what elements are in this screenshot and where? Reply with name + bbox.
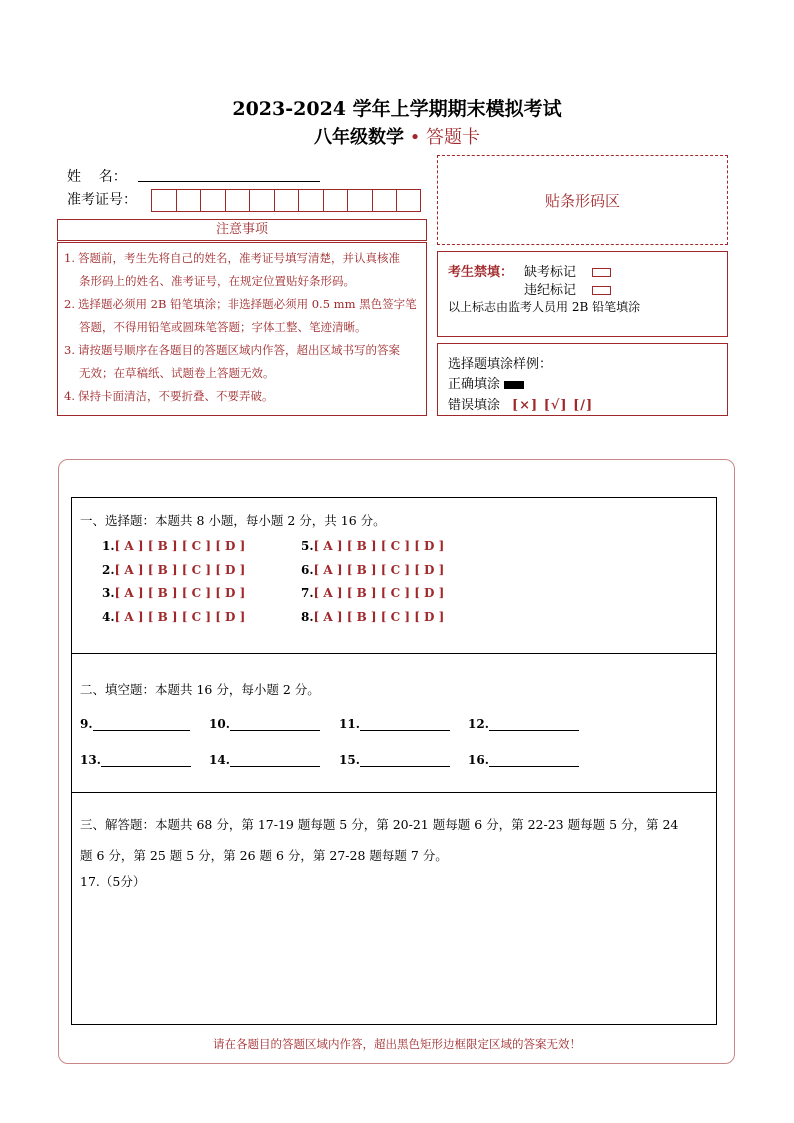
- id-digit-box[interactable]: [176, 189, 201, 212]
- correct-fill-row: [448, 373, 524, 392]
- section-divider: [71, 792, 717, 793]
- wrong-fill-marks: [×] [√] [/]: [512, 398, 594, 413]
- choice-question[interactable]: [102, 539, 245, 553]
- notice-item-text: 请按题号顺序在各题目的答题区域内作答，超出区域书写的答案: [78, 343, 400, 357]
- blank-question[interactable]: [339, 752, 450, 767]
- blank-question[interactable]: [468, 716, 579, 731]
- choice-question[interactable]: [301, 610, 444, 624]
- page-title: 2023-2024 学年上学期期末模拟考试: [232, 98, 562, 120]
- examiner-note: 以上标志由监考人员用 2B 铅笔填涂: [448, 300, 641, 314]
- blank-question[interactable]: [80, 716, 190, 731]
- choice-question-number: 4.: [102, 610, 115, 624]
- wrong-fill-label: 错误填涂: [448, 398, 501, 413]
- notice-item: [64, 247, 420, 270]
- blank-question-number: 14.: [209, 753, 230, 767]
- choice-options[interactable]: [ A ] [ B ] [ C ] [ D ]: [114, 610, 246, 624]
- notice-item-text: 答题前，考生先将自己的姓名，准考证号填写清楚，并认真核准: [78, 251, 400, 265]
- choice-question[interactable]: [301, 539, 444, 553]
- blank-answer-line[interactable]: [230, 752, 320, 767]
- id-digit-box[interactable]: [249, 189, 274, 212]
- violation-mark-box: [592, 286, 611, 295]
- notice-item-continuation: 无效；在草稿纸、试题卷上答题无效。: [79, 366, 275, 380]
- choice-question-number: 5.: [301, 539, 314, 553]
- notice-item-text: 选择题必须用 2B 铅笔填涂；非选择题必须用 0.5 mm 黑色签字笔: [78, 297, 417, 311]
- id-digit-box[interactable]: [323, 189, 348, 212]
- choice-question-number: 6.: [301, 563, 314, 577]
- exam-id-boxes[interactable]: [151, 189, 421, 212]
- blank-question[interactable]: [80, 752, 191, 767]
- id-digit-box[interactable]: [200, 189, 225, 212]
- notice-item-number: 1.: [64, 251, 75, 265]
- choice-question[interactable]: [102, 563, 245, 577]
- id-digit-box[interactable]: [347, 189, 372, 212]
- blank-question-number: 12.: [468, 717, 489, 731]
- blank-answer-line[interactable]: [101, 752, 191, 767]
- subtitle-separator: •: [403, 127, 427, 148]
- correct-fill-label: 正确填涂: [448, 377, 501, 392]
- subject-label: 八年级数学: [313, 127, 404, 148]
- correct-fill-mark: [504, 381, 524, 389]
- name-field[interactable]: [138, 181, 320, 182]
- blank-question[interactable]: [209, 752, 320, 767]
- blank-question[interactable]: [468, 752, 579, 767]
- notice-heading: 注意事项: [57, 219, 427, 241]
- notice-item: [64, 385, 420, 408]
- name-label: 姓 名：: [67, 169, 127, 185]
- notice-item-continuation: 答题，不得用铅笔或圆珠笔答题；字体工整、笔迹清晰。: [79, 320, 367, 334]
- barcode-label: 贴条形码区: [544, 191, 620, 210]
- section3-title-line2: 题 6 分，第 25 题 5 分，第 26 题 6 分，第 27-28 题每题 7 分。: [80, 848, 448, 863]
- section1-title: 一、选择题：本题共 8 小题，每小题 2 分，共 16 分。: [80, 513, 386, 528]
- barcode-area: [437, 155, 728, 245]
- blank-question[interactable]: [209, 716, 320, 731]
- absent-mark-box: [592, 268, 611, 277]
- fill-sample-heading: 选择题填涂样例：: [448, 357, 553, 372]
- choice-question[interactable]: [102, 586, 245, 600]
- choice-question-number: 3.: [102, 586, 115, 600]
- choice-question[interactable]: [301, 586, 444, 600]
- choice-question[interactable]: [102, 610, 245, 624]
- choice-question-number: 7.: [301, 586, 314, 600]
- id-digit-box[interactable]: [151, 189, 176, 212]
- blank-question-number: 15.: [339, 753, 360, 767]
- blank-question[interactable]: [339, 716, 450, 731]
- notice-item-continuation: 条形码上的姓名、准考证号，在规定位置贴好条形码。: [79, 274, 355, 288]
- notice-item-number: 2.: [64, 297, 75, 311]
- notice-item-text: 保持卡面清洁，不要折叠、不要弄破。: [78, 389, 274, 403]
- absent-mark-label: 缺考标记: [524, 265, 577, 280]
- examiner-only-heading: 考生禁填：: [448, 265, 514, 280]
- absent-mark-row: [524, 261, 611, 280]
- choice-question[interactable]: [301, 563, 444, 577]
- examiner-only-box: [437, 251, 728, 337]
- id-label: 准考证号：: [67, 192, 137, 208]
- blank-question-number: 11.: [339, 717, 360, 731]
- choice-options[interactable]: [ A ] [ B ] [ C ] [ D ]: [313, 563, 445, 577]
- blank-answer-line[interactable]: [360, 716, 450, 731]
- section3-title-line1: 三、解答题：本题共 68 分，第 17-19 题每题 5 分，第 20-21 题每题 6 分，第 22-23 题每题 5 分，第 24: [80, 817, 679, 832]
- choice-options[interactable]: [ A ] [ B ] [ C ] [ D ]: [313, 539, 445, 553]
- blank-answer-line[interactable]: [230, 716, 320, 731]
- choice-question-number: 2.: [102, 563, 115, 577]
- id-digit-box[interactable]: [225, 189, 250, 212]
- choice-options[interactable]: [ A ] [ B ] [ C ] [ D ]: [313, 610, 445, 624]
- id-digit-box[interactable]: [274, 189, 299, 212]
- id-digit-box[interactable]: [298, 189, 323, 212]
- blank-question-number: 16.: [468, 753, 489, 767]
- page-subtitle: [0, 123, 794, 149]
- fill-sample-box: [437, 343, 728, 416]
- wrong-fill-row: [448, 394, 593, 413]
- id-digit-box[interactable]: [396, 189, 421, 212]
- blank-answer-line[interactable]: [93, 716, 190, 731]
- id-digit-box[interactable]: [372, 189, 397, 212]
- choice-options[interactable]: [ A ] [ B ] [ C ] [ D ]: [114, 586, 246, 600]
- blank-answer-line[interactable]: [489, 752, 579, 767]
- choice-options[interactable]: [ A ] [ B ] [ C ] [ D ]: [114, 539, 246, 553]
- section-divider: [71, 653, 717, 654]
- choice-question-number: 1.: [102, 539, 115, 553]
- choice-options[interactable]: [ A ] [ B ] [ C ] [ D ]: [313, 586, 445, 600]
- question-17-label: 17.（5分）: [80, 874, 146, 889]
- notice-body: [57, 242, 427, 416]
- blank-answer-line[interactable]: [360, 752, 450, 767]
- notice-item-number: 4.: [64, 389, 75, 403]
- notice-item: [64, 339, 420, 362]
- notice-item: [64, 293, 420, 316]
- choice-question-number: 8.: [301, 610, 314, 624]
- section2-title: 二、填空题：本题共 16 分，每小题 2 分。: [80, 682, 320, 697]
- blank-question-number: 9.: [80, 717, 93, 731]
- footer-warning: 请在各题目的答题区域内作答，超出黑色矩形边框限定区域的答案无效！: [213, 1037, 581, 1051]
- violation-mark-row: [524, 279, 611, 298]
- blank-question-number: 13.: [80, 753, 101, 767]
- blank-question-number: 10.: [209, 717, 230, 731]
- answer-card-label: 答题卡: [426, 127, 481, 148]
- blank-answer-line[interactable]: [489, 716, 579, 731]
- choice-options[interactable]: [ A ] [ B ] [ C ] [ D ]: [114, 563, 246, 577]
- notice-item-number: 3.: [64, 343, 75, 357]
- violation-mark-label: 违纪标记: [524, 283, 577, 298]
